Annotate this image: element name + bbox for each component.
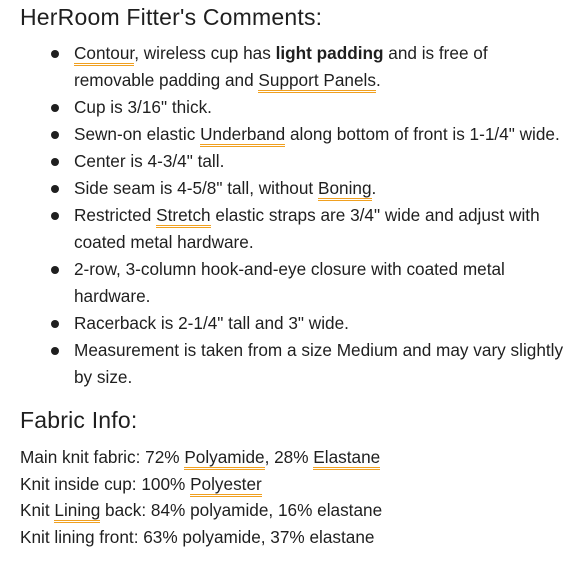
body-text: Restricted	[74, 205, 157, 225]
bullet-icon	[51, 131, 59, 139]
glossary-link-polyester[interactable]: Polyester	[190, 474, 262, 497]
fitter-comment-item	[20, 40, 580, 94]
body-text: .	[371, 178, 377, 198]
fitter-comment-item	[20, 202, 580, 256]
body-text: and is free of removable padding and	[74, 43, 488, 90]
glossary-link-polyamide[interactable]: Polyamide	[184, 447, 264, 470]
fitter-comment-item	[20, 310, 580, 337]
glossary-link-underband[interactable]: Underband	[200, 124, 285, 147]
fabric-info-line	[20, 524, 580, 551]
body-text: , 28%	[264, 447, 314, 467]
fitter-comments-heading: HerRoom Fitter's Comments:	[20, 4, 323, 30]
glossary-link-elastane[interactable]: Elastane	[313, 447, 380, 470]
bullet-icon	[51, 266, 59, 274]
body-text: Knit	[20, 500, 55, 520]
glossary-link-boning[interactable]: Boning	[318, 178, 372, 201]
bullet-icon	[51, 50, 59, 58]
fitter-comment-item	[20, 148, 580, 175]
body-text: Main knit fabric: 72%	[20, 447, 185, 467]
bullet-icon	[51, 185, 59, 193]
bullet-icon	[51, 158, 59, 166]
fitter-comments-list	[20, 40, 580, 391]
glossary-link-stretch[interactable]: Stretch	[156, 205, 210, 228]
body-text: Center is 4-3/4" tall.	[74, 151, 225, 171]
fitter-comment-item	[20, 121, 580, 148]
bullet-icon	[51, 104, 59, 112]
fitter-comment-item	[20, 256, 580, 310]
glossary-link-support-panels[interactable]: Support Panels	[258, 70, 376, 93]
body-text: Cup is 3/16" thick.	[74, 97, 212, 117]
fabric-info-list	[20, 444, 580, 550]
body-text: .	[375, 70, 381, 90]
body-text: back: 84% polyamide, 16% elastane	[100, 500, 383, 520]
fitter-comment-item	[20, 337, 580, 391]
fitter-comment-item	[20, 175, 580, 202]
body-text: Measurement is taken from a size Medium and may vary slightly by size.	[74, 340, 564, 387]
bullet-icon	[51, 212, 59, 220]
body-text: along bottom of front is 1-1/4" wide.	[285, 124, 560, 144]
body-text: Knit inside cup: 100%	[20, 473, 191, 494]
body-text: 2-row, 3-column hook-and-eye closure with coated metal hardware.	[74, 259, 505, 306]
body-text: , wireless cup has	[134, 43, 276, 63]
fitter-comment-item	[20, 94, 580, 121]
body-text: Sewn-on elastic	[74, 124, 201, 144]
emphasis-text: light padding	[275, 43, 384, 63]
bullet-icon	[51, 347, 59, 355]
bullet-icon	[51, 320, 59, 328]
body-text: elastic straps are 3/4" wide and adjust with coated metal hardware.	[74, 205, 540, 252]
glossary-link-contour[interactable]: Contour	[74, 43, 134, 66]
body-text: Racerback is 2-1/4" tall and 3" wide.	[74, 313, 349, 333]
glossary-link-lining[interactable]: Lining	[54, 500, 100, 523]
fabric-info-line	[20, 471, 580, 498]
fabric-info-line	[20, 497, 580, 524]
body-text: Knit lining front: 63% polyamide, 37% elastane	[20, 526, 375, 547]
fabric-info-heading: Fabric Info:	[20, 407, 138, 433]
body-text: Side seam is 4-5/8" tall, without	[74, 178, 318, 198]
fabric-info-line	[20, 444, 580, 471]
